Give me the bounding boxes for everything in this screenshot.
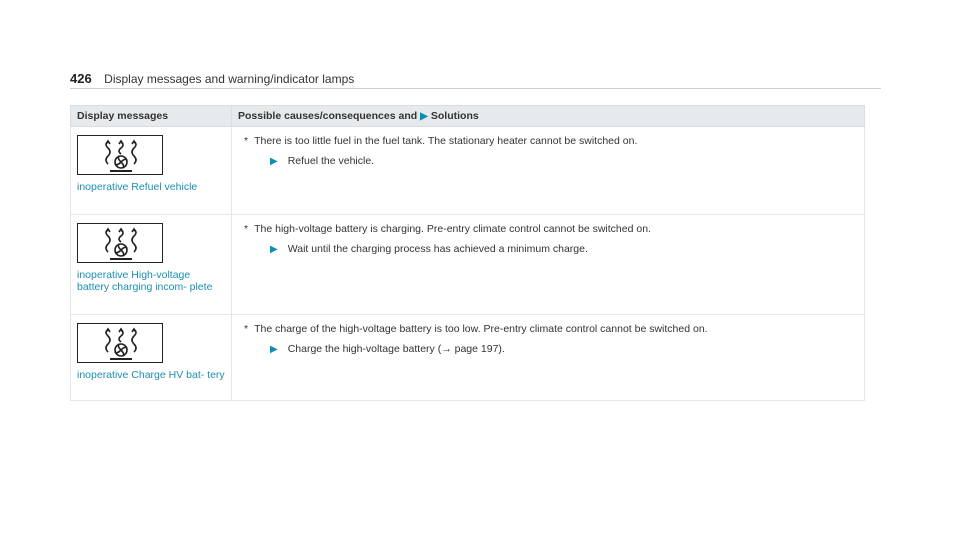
column-header-messages: Display messages: [71, 106, 232, 127]
table-row: [71, 215, 865, 315]
table-header-row: [71, 106, 865, 127]
solution-text: ▶ Refuel the vehicle.: [270, 155, 375, 167]
message-cell: [71, 315, 232, 401]
message-text: inoperative Charge HV bat- tery: [77, 369, 225, 381]
triangle-arrow-icon: ▶: [270, 344, 278, 355]
page-title: Display messages and warning/indicator lamps: [104, 72, 355, 86]
cause-cell: [232, 127, 865, 215]
message-cell: [71, 127, 232, 215]
solution-text: ▶ Charge the high-voltage battery (→ page 197).: [270, 343, 505, 355]
heater-fan-icon: [77, 323, 163, 363]
heater-fan-icon: [77, 135, 163, 175]
heater-fan-icon: [77, 223, 163, 263]
cause-text: * There is too little fuel in the fuel tank. The stationary heater cannot be switched on.: [244, 135, 638, 147]
triangle-arrow-icon: ▶: [420, 111, 428, 122]
message-text: inoperative High-voltage battery charging incom- plete: [77, 269, 213, 293]
cause-cell: [232, 315, 865, 401]
cause-text: * The high-voltage battery is charging. Pre-entry climate control cannot be switched on.: [244, 223, 651, 235]
column-header-causes: Possible causes/consequences and ▶ Solutions: [232, 106, 865, 127]
solution-text: ▶ Wait until the charging process has achieved a minimum charge.: [270, 243, 588, 255]
table-row: [71, 315, 865, 401]
cause-text: * The charge of the high-voltage battery is too low. Pre-entry climate control cannot be switched on.: [244, 323, 708, 335]
page-number: 426: [70, 71, 92, 86]
message-text: inoperative Refuel vehicle: [77, 181, 198, 193]
triangle-arrow-icon: ▶: [270, 156, 278, 167]
table-row: [71, 127, 865, 215]
display-messages-table: [70, 105, 865, 401]
message-cell: [71, 215, 232, 315]
cause-cell: [232, 215, 865, 315]
page-header: [70, 66, 881, 89]
triangle-arrow-icon: ▶: [270, 244, 278, 255]
